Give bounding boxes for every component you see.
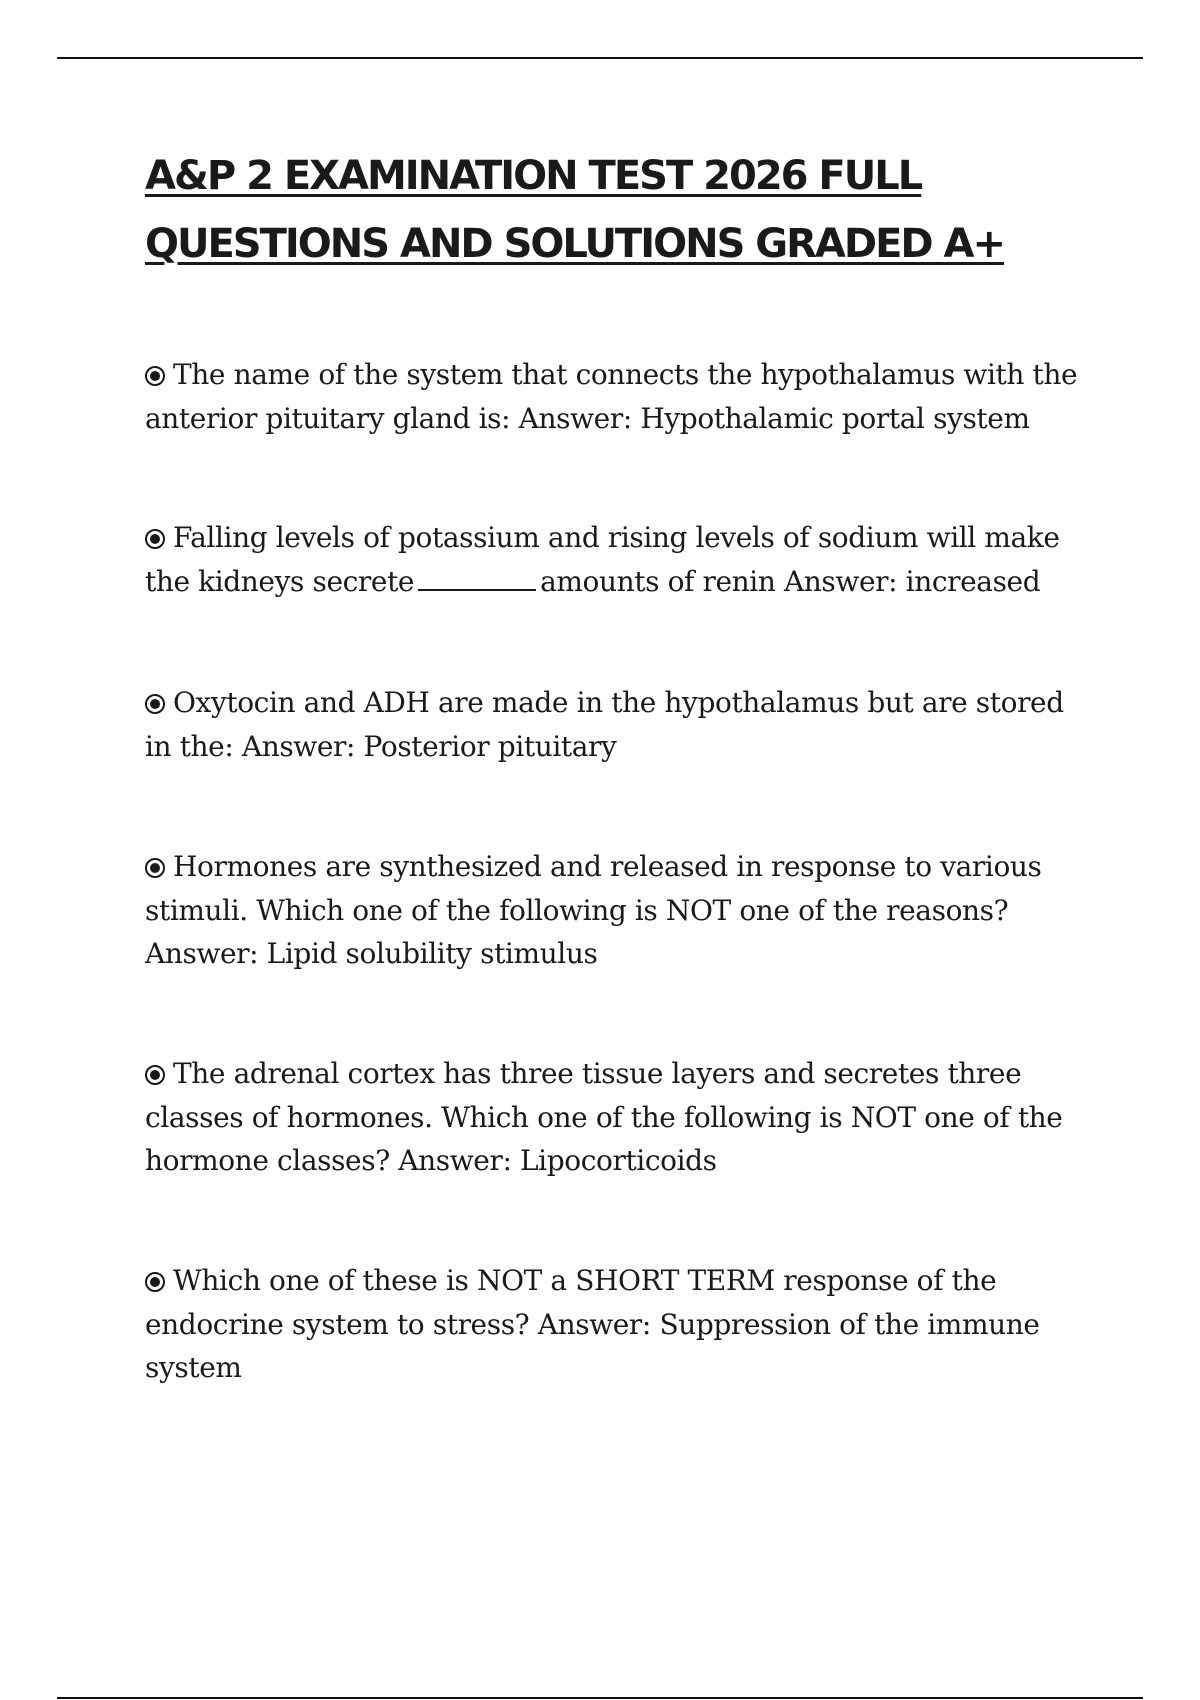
radio-bullet-icon xyxy=(145,529,165,549)
top-divider xyxy=(57,57,1143,59)
radio-bullet-icon xyxy=(145,694,165,714)
radio-bullet-icon xyxy=(145,366,165,386)
question-text-6: Which one of these is NOT a SHORT TERM response of the endocrine system to stress? Answer: Suppression of the immune system xyxy=(145,1264,1040,1384)
question-text-5: The adrenal cortex has three tissue layers and secretes three classes of hormones. Which one of the following is NOT one of the hormone classes? Answer: Lipocorticoids xyxy=(145,1057,1063,1177)
radio-bullet-icon xyxy=(145,1272,165,1292)
question-item-6 xyxy=(145,1259,1095,1390)
question-item-4 xyxy=(145,845,1095,976)
question-item-1 xyxy=(145,353,1095,440)
fill-in-blank-line xyxy=(418,565,536,591)
radio-bullet-icon xyxy=(145,858,165,878)
question-item-3 xyxy=(145,681,1095,768)
title-line-1: A&P 2 EXAMINATION TEST 2026 FULL xyxy=(145,153,922,199)
question-text-2-before-blank: Falling levels of potassium and rising levels of sodium will make the kidneys secrete xyxy=(145,521,1060,598)
radio-bullet-icon xyxy=(145,1065,165,1085)
question-text-3: Oxytocin and ADH are made in the hypothalamus but are stored in the: Answer: Posterior pituitary xyxy=(145,686,1064,763)
question-text-4: Hormones are synthesized and released in response to various stimuli. Which one of the following is NOT one of the reasons? Answer: Lipid solubility stimulus xyxy=(145,850,1042,970)
question-text-1: The name of the system that connects the hypothalamus with the anterior pituitary gland is: Answer: Hypothalamic portal system xyxy=(145,358,1078,435)
title-line-2: QUESTIONS AND SOLUTIONS GRADED A+ xyxy=(145,221,1005,267)
question-text-2-after-blank: amounts of renin Answer: increased xyxy=(540,564,1041,598)
bottom-divider xyxy=(57,1697,1143,1699)
question-item-2 xyxy=(145,516,1095,603)
document-title xyxy=(145,142,1105,278)
question-item-5 xyxy=(145,1052,1095,1183)
